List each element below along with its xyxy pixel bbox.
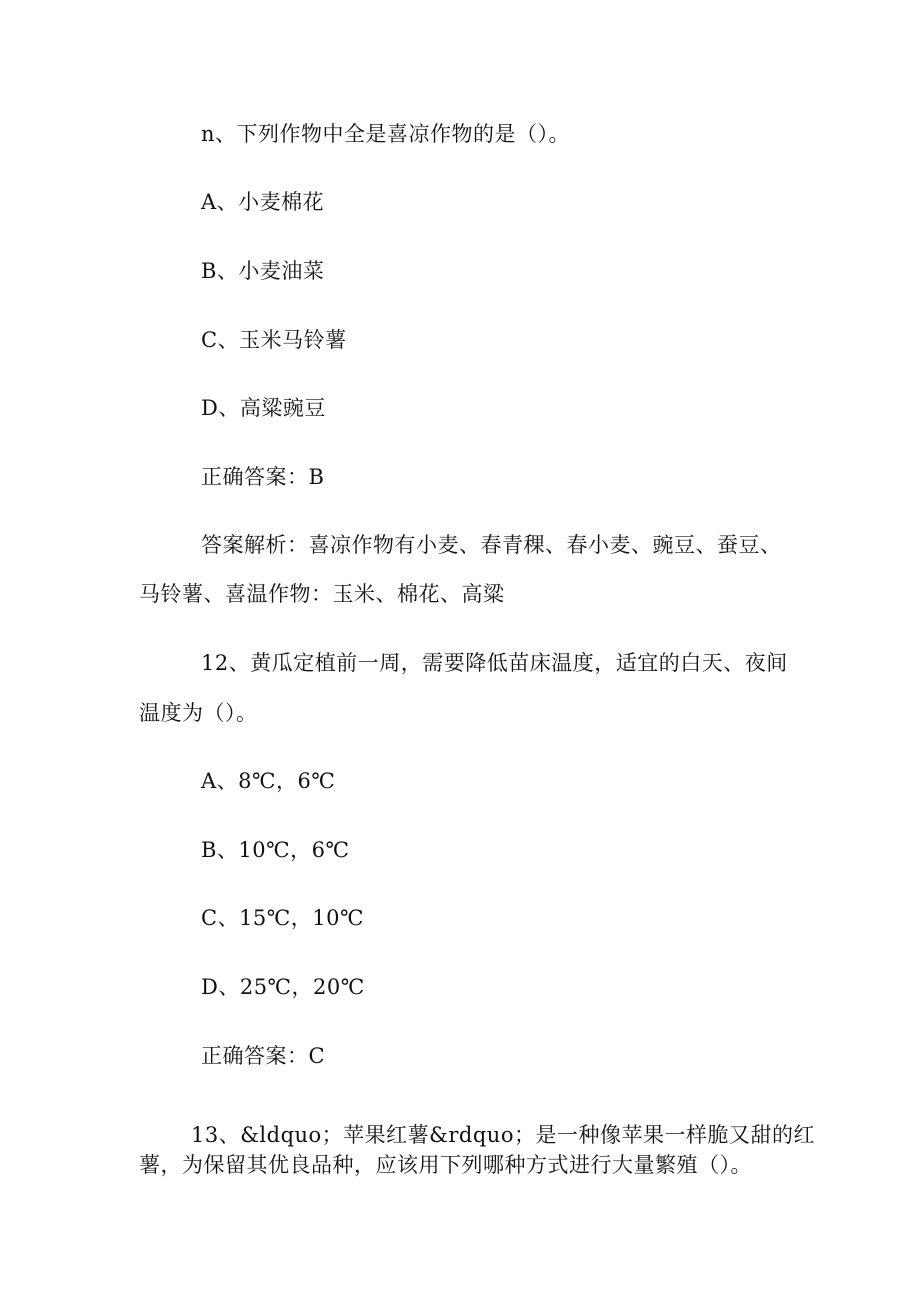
question-12-option-d: D、25℃，20℃ [201,975,365,999]
question-13-stem-line1: 13、&ldquo；苹果红薯&rdquo；是一种像苹果一样脆又甜的红 [191,1123,815,1147]
question-11-explanation-line2: 马铃薯、喜温作物：玉米、棉花、高粱 [139,582,505,606]
question-12-stem-line1: 12、黄瓜定植前一周，需要降低苗床温度，适宜的白天、夜间 [201,651,788,675]
question-12-option-b: B、10℃，6℃ [201,838,350,862]
question-11-stem: n、下列作物中全是喜凉作物的是（）。 [201,122,571,146]
question-11-answer: 正确答案：B [201,465,325,489]
question-12-option-a: A、8℃，6℃ [201,769,336,793]
question-12-option-c: C、15℃，10℃ [201,906,364,930]
question-12-stem-line2: 温度为（）。 [139,701,258,725]
question-13-stem-line2: 薯，为保留其优良品种，应该用下列哪种方式进行大量繁殖（）。 [139,1153,752,1177]
question-11-option-d: D、高粱豌豆 [201,396,326,420]
question-11-explanation-line1: 答案解析：喜凉作物有小麦、春青稞、春小麦、豌豆、蚕豆、 [201,533,782,557]
question-11-option-a: A、小麦棉花 [201,190,325,214]
question-11-option-b: B、小麦油菜 [201,259,325,283]
question-12-answer: 正确答案：C [201,1044,326,1068]
question-11-option-c: C、玉米马铃薯 [201,328,347,352]
